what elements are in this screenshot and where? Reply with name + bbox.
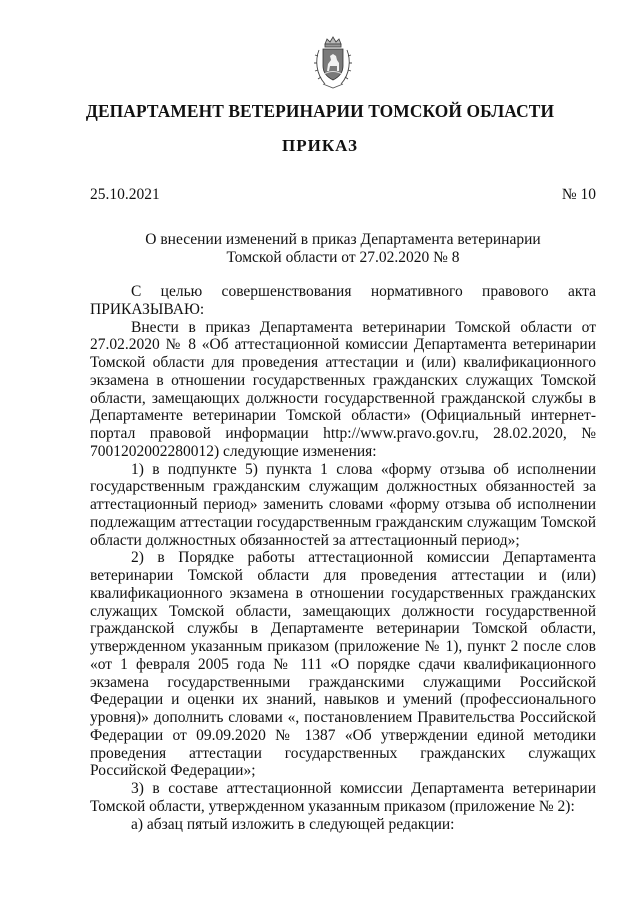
document-subject	[90, 231, 596, 266]
subject-line: Томской области от 27.02.2020 № 8	[226, 248, 460, 266]
document-number: № 10	[561, 186, 596, 203]
document-date: 25.10.2021	[90, 186, 160, 203]
body-paragraph: 2) в Порядке работы аттестационной комиссии Департамента ветеринарии Томской области для проведения аттестации и (или) квалификационного экзамена в отношении государственных гражданских служащих Томской области, замещающих должности государственной гражданской службы в Департаменте ветеринарии Томской области, утвержденном указанным приказом (приложение № 1), пункт 2 после слов «от 1 февраля 2005 года № 111 «О порядке сдачи квалификационного экзамена государственными гражданскими служащими Российской Федерации и оценки их знаний, навыков и умений (профессионального уровня)» дополнить словами «, постановлением Правительства Российской Федерации от 09.09.2020 № 1387 «Об утверждении единой методики проведения аттестации государственных гражданских служащих Российской Федерации»;	[90, 549, 596, 780]
document-type: ПРИКАЗ	[282, 136, 358, 155]
preamble-paragraph: С целью совершенствования нормативного правового акта	[131, 283, 596, 300]
coat-of-arms-emblem	[313, 36, 353, 90]
body-paragraph: 3) в составе аттестационной комиссии Департамента ветеринарии Томской области, утвержденном указанным приказом (приложение № 2):	[90, 780, 596, 815]
subject-line: О внесении изменений в приказ Департамента ветеринарии	[145, 231, 541, 248]
body-paragraph: Внести в приказ Департамента ветеринарии Томской области от 27.02.2020 № 8 «Об аттестационной комиссии Департамента ветеринарии Томской области для проведения аттестации и (или) квалификационного экзамена в отношении государственных гражданских служащих Томской области, замещающих должности государственной гражданской службы в Департаменте ветеринарии Томской области» (Официальный интернет-портал правовой информации http://www.pravo.gov.ru, 28.02.2020, № 7001202002280012) следующие изменения:	[90, 318, 596, 460]
body-paragraph: 1) в подпункте 5) пункта 1 слова «форму отзыва об исполнении государственным гражданским служащим должностных обязанностей за аттестационный период» заменить словами «форму отзыва об исполнении подлежащим аттестации государственным гражданским служащим Томской области должностных обязанностей за аттестационный период»;	[90, 460, 596, 549]
body-paragraph: а) абзац пятый изложить в следующей редакции:	[131, 815, 455, 833]
order-keyword: ПРИКАЗЫВАЮ:	[90, 300, 205, 318]
organization-title: ДЕПАРТАМЕНТ ВЕТЕРИНАРИИ ТОМСКОЙ ОБЛАСТИ	[85, 101, 555, 121]
document-body	[90, 283, 596, 833]
